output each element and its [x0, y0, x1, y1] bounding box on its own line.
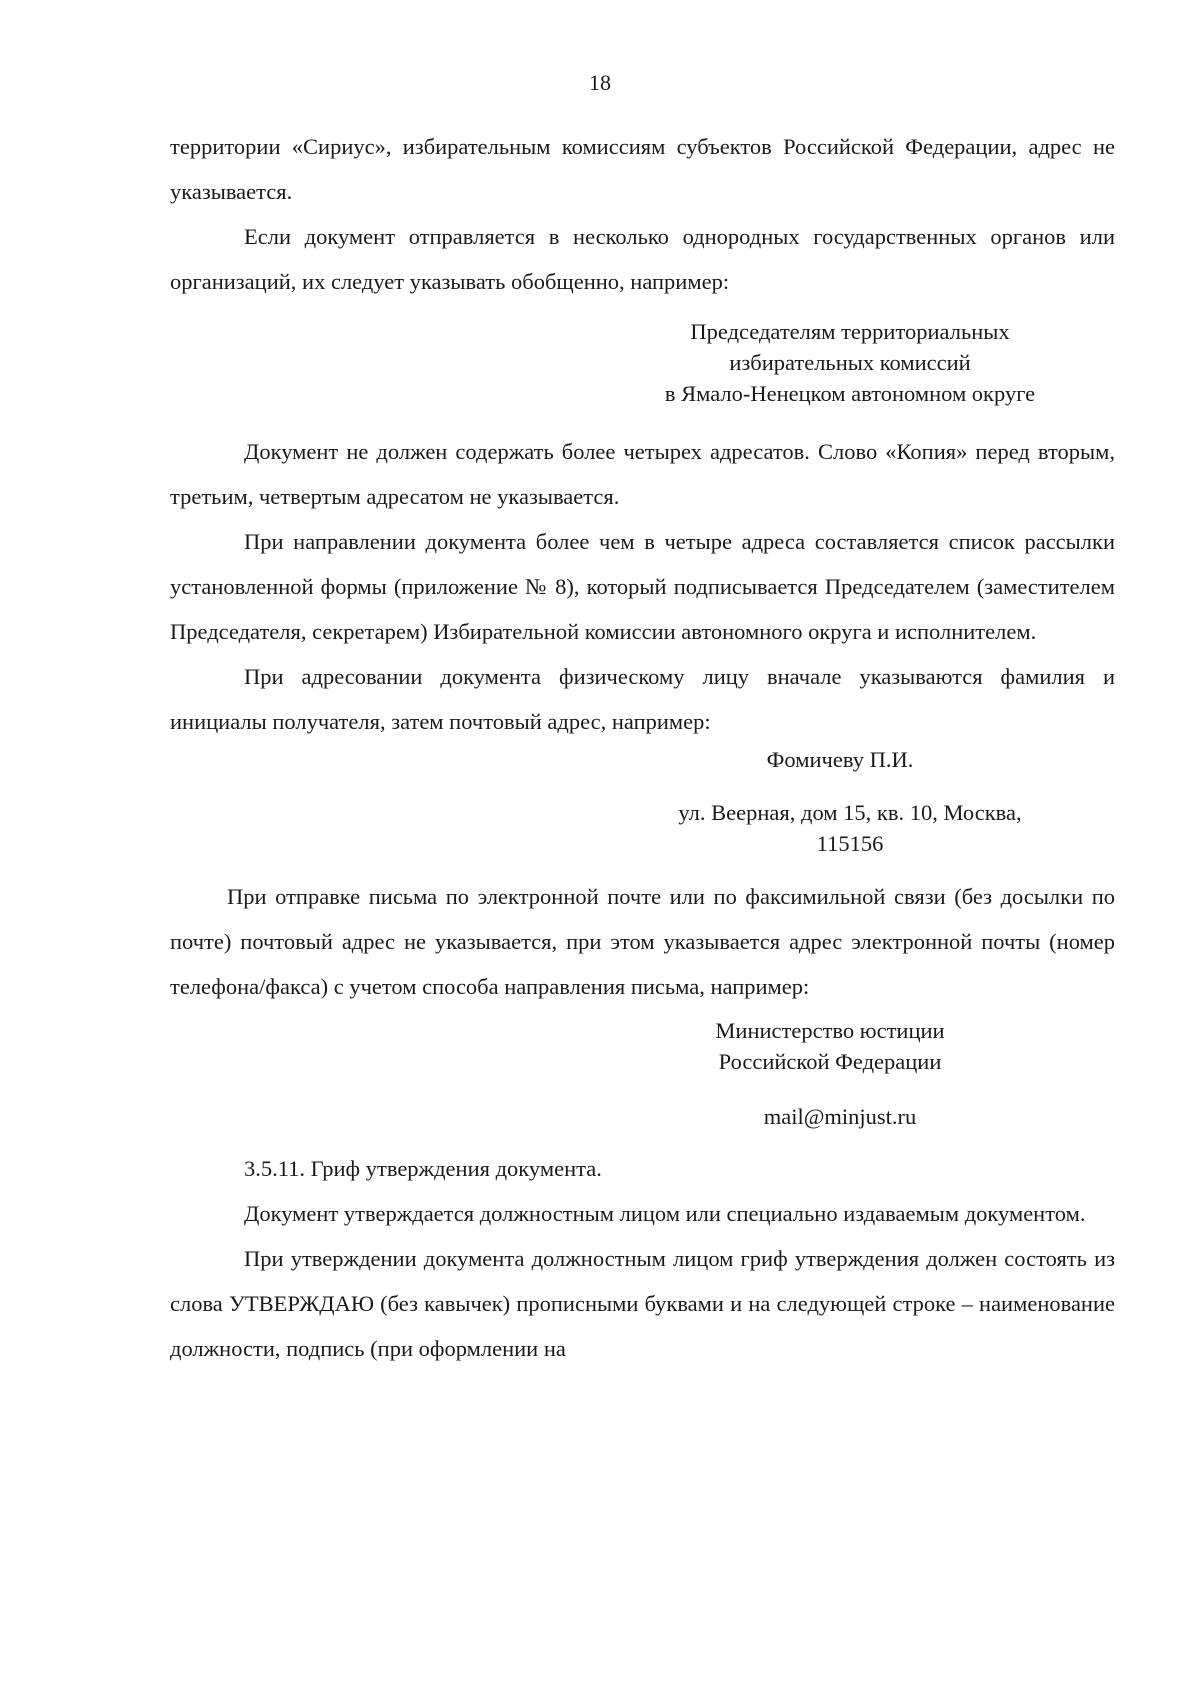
example-postal-address	[600, 797, 1100, 859]
page-number: 18	[589, 70, 611, 95]
paragraph-individual-address: При адресовании документа физическому лицу вначале указываются фамилия и инициалы получателя, затем почтовый адрес, например:	[170, 664, 1115, 734]
address-line: ул. Веерная, дом 15, кв. 10, Москва,	[678, 800, 1022, 825]
address-line: Председателям территориальных	[690, 319, 1010, 344]
example-email: mail@minjust.ru	[763, 1104, 917, 1129]
address-line: Российской Федерации	[718, 1049, 942, 1074]
address-line: в Ямало-Ненецком автономном округе	[664, 381, 1036, 406]
paragraph-mailing-list: При направлении документа более чем в четыре адреса составляется список рассылки установленной формы (приложение № 8), который подписывается Председателем (заместителем Председателя, секретарем) Избирательной комиссии автономного округа и исполнителем.	[170, 529, 1115, 644]
paragraph-generalized-recipients: Если документ отправляется в несколько однородных государственных органов или организаций, их следует указывать обобщенно, например:	[170, 224, 1115, 294]
example-address-commissions	[600, 316, 1100, 409]
paragraph-sirius: территории «Сириус», избирательным комиссиям субъектов Российской Федерации, адрес не указывается.	[170, 134, 1115, 204]
paragraph-approval-stamp: При утверждении документа должностным лицом гриф утверждения должен состоять из слова УТВЕРЖДАЮ (без кавычек) прописными буквами и на следующей строке – наименование должности, подпись (при оформлении на	[170, 1246, 1115, 1361]
address-line: Министерство юстиции	[715, 1018, 945, 1043]
section-heading-3-5-11: 3.5.11. Гриф утверждения документа.	[244, 1156, 602, 1181]
address-line: избирательных комиссий	[729, 350, 971, 375]
example-ministry	[630, 1015, 1030, 1077]
paragraph-approval: Документ утверждается должностным лицом или специально издаваемым документом.	[244, 1201, 1086, 1226]
address-line: 115156	[816, 831, 884, 856]
paragraph-email-fax: При отправке письма по электронной почте или по факсимильной связи (без досылки по почте) почтовый адрес не указывается, при этом указывается адрес электронной почты (номер телефона/факса) с учетом способа направления письма, например:	[170, 884, 1115, 999]
paragraph-max-recipients: Документ не должен содержать более четырех адресатов. Слово «Копия» перед вторым, третьим, четвертым адресатом не указывается.	[170, 439, 1115, 509]
example-recipient-name: Фомичеву П.И.	[766, 747, 914, 772]
document-body	[170, 124, 1115, 1371]
